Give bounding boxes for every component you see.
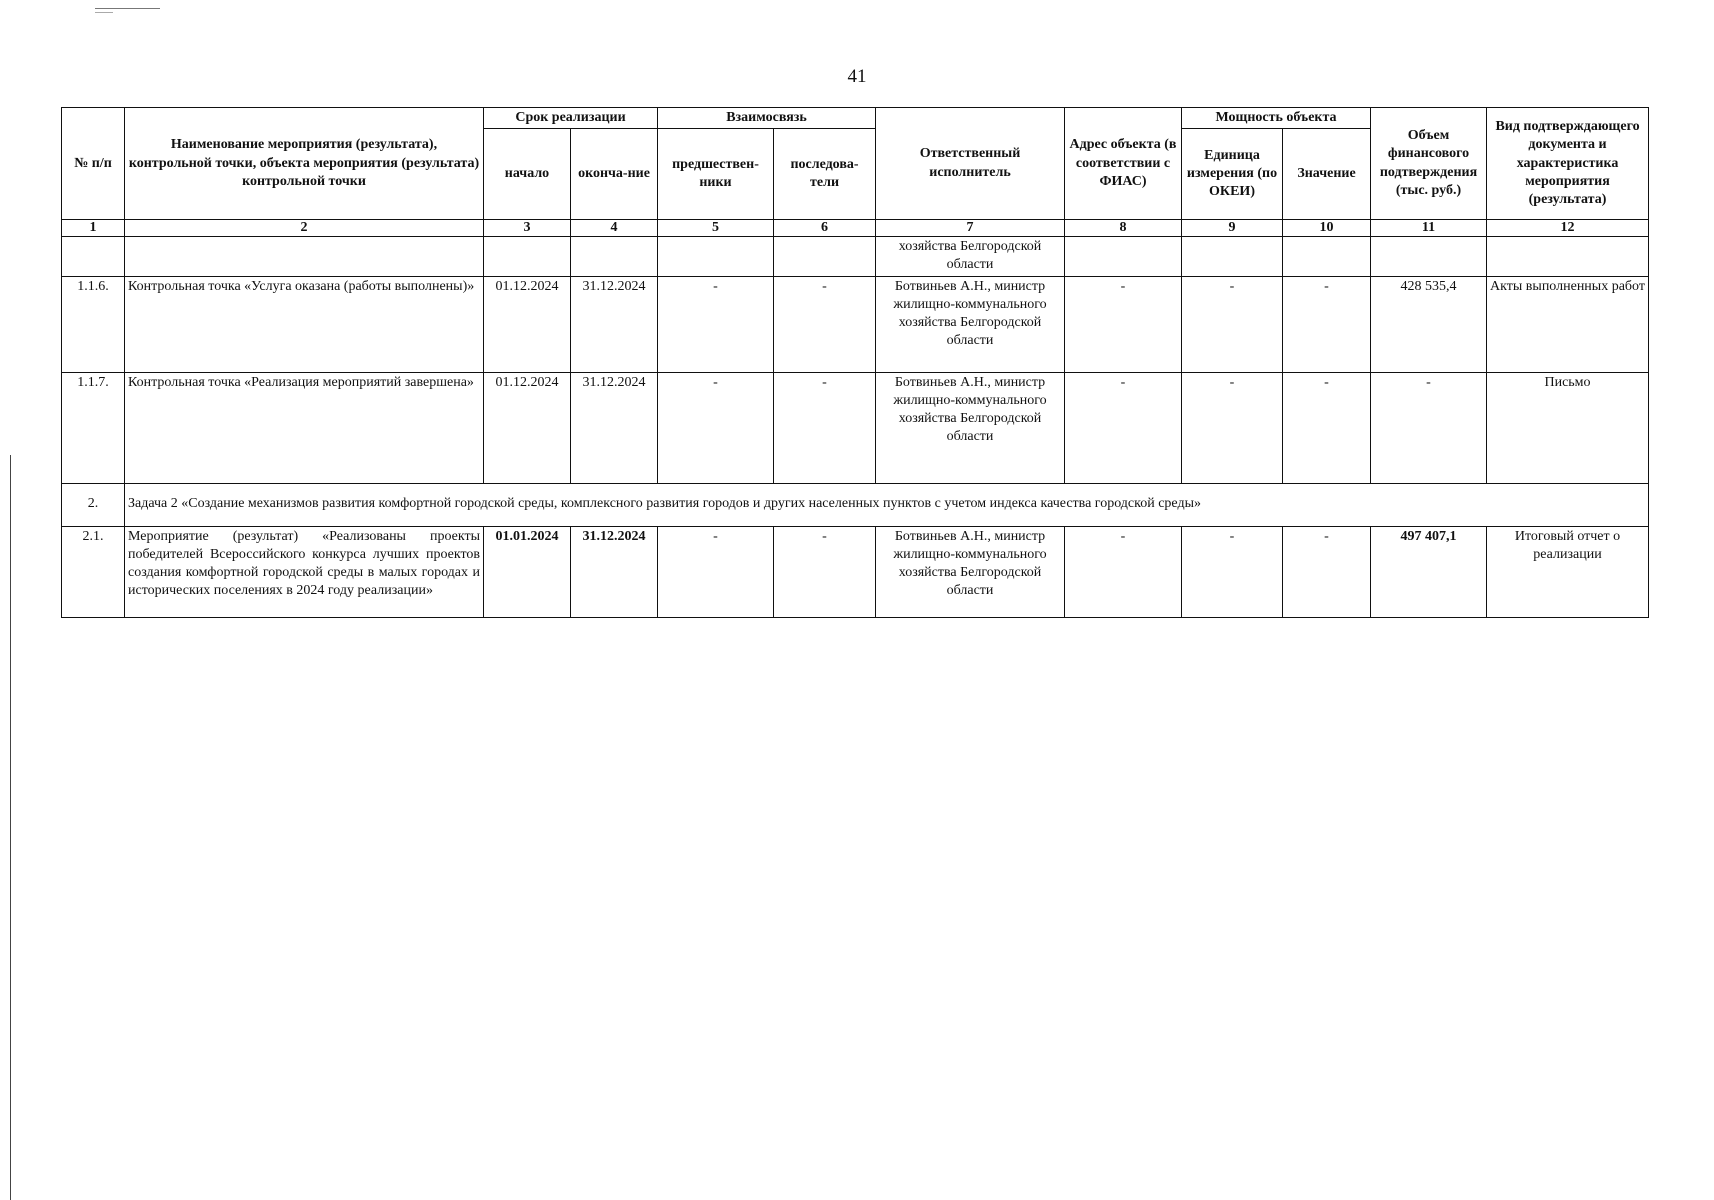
table-row	[62, 372, 1649, 483]
column-number: 11	[1371, 220, 1487, 236]
cell-responsible: Ботвиньев А.Н., министр жилищно-коммунального хозяйства Белгородской области	[876, 526, 1065, 617]
cell-finance: 428 535,4	[1371, 276, 1487, 372]
cell-address: -	[1065, 372, 1182, 483]
header-finance: Объем финансового подтверждения (тыс. руб.)	[1371, 108, 1487, 220]
column-number: 3	[484, 220, 571, 236]
cell-finance	[1371, 236, 1487, 276]
cell-doc: Письмо	[1487, 372, 1649, 483]
cell-responsible: хозяйства Белгородской области	[876, 236, 1065, 276]
cell-value: -	[1283, 276, 1371, 372]
cell-doc: Итоговый отчет о реализации	[1487, 526, 1649, 617]
cell-predecessors: -	[658, 372, 774, 483]
column-numbers-row	[62, 220, 1649, 236]
cell-predecessors	[658, 236, 774, 276]
cell-doc: Акты выполненных работ	[1487, 276, 1649, 372]
cell-start: 01.12.2024	[484, 372, 571, 483]
cell-end: 31.12.2024	[571, 276, 658, 372]
cell-finance: -	[1371, 372, 1487, 483]
cell-num	[62, 236, 125, 276]
column-number: 10	[1283, 220, 1371, 236]
table-row	[62, 276, 1649, 372]
table-row-continuation	[62, 236, 1649, 276]
scan-artifact-line	[95, 8, 160, 9]
cell-end	[571, 236, 658, 276]
column-number: 2	[125, 220, 484, 236]
header-end: оконча-ние	[571, 129, 658, 220]
cell-start: 01.01.2024	[484, 526, 571, 617]
cell-name: Контрольная точка «Услуга оказана (работы выполнены)»	[125, 276, 484, 372]
cell-num: 1.1.6.	[62, 276, 125, 372]
cell-finance: 497 407,1	[1371, 526, 1487, 617]
cell-name	[125, 236, 484, 276]
cell-name: Контрольная точка «Реализация мероприятий завершена»	[125, 372, 484, 483]
column-number: 5	[658, 220, 774, 236]
header-successors: последова-тели	[774, 129, 876, 220]
cell-successors: -	[774, 276, 876, 372]
header-link: Взаимосвязь	[658, 108, 876, 129]
header-unit: Единица измерения (по ОКЕИ)	[1182, 129, 1283, 220]
cell-address: -	[1065, 276, 1182, 372]
cell-unit: -	[1182, 526, 1283, 617]
cell-unit: -	[1182, 276, 1283, 372]
cell-name: Мероприятие (результат) «Реализованы проекты победителей Всероссийского конкурса лучших проектов создания комфортной городской среды в малых городах и исторических поселениях в 2024 году реализации»	[125, 526, 484, 617]
header-responsible: Ответственный исполнитель	[876, 108, 1065, 220]
cell-responsible: Ботвиньев А.Н., министр жилищно-коммунального хозяйства Белгородской области	[876, 276, 1065, 372]
header-row-1	[62, 108, 1649, 129]
cell-num: 2.1.	[62, 526, 125, 617]
column-number: 8	[1065, 220, 1182, 236]
table-row	[62, 526, 1649, 617]
scan-artifact-line	[95, 12, 113, 13]
header-value: Значение	[1283, 129, 1371, 220]
cell-responsible: Ботвиньев А.Н., министр жилищно-коммунального хозяйства Белгородской области	[876, 372, 1065, 483]
header-address: Адрес объекта (в соответствии с ФИАС)	[1065, 108, 1182, 220]
cell-value	[1283, 236, 1371, 276]
cell-unit: -	[1182, 372, 1283, 483]
header-period: Срок реализации	[484, 108, 658, 129]
scan-edge-line	[10, 455, 11, 1200]
table-row-task	[62, 483, 1649, 526]
cell-start: 01.12.2024	[484, 276, 571, 372]
cell-num: 1.1.7.	[62, 372, 125, 483]
column-number: 4	[571, 220, 658, 236]
header-num: № п/п	[62, 108, 125, 220]
column-number: 1	[62, 220, 125, 236]
cell-address	[1065, 236, 1182, 276]
cell-successors: -	[774, 526, 876, 617]
column-number: 6	[774, 220, 876, 236]
cell-end: 31.12.2024	[571, 372, 658, 483]
column-number: 7	[876, 220, 1065, 236]
header-predecessors: предшествен-ники	[658, 129, 774, 220]
header-capacity: Мощность объекта	[1182, 108, 1371, 129]
cell-num: 2.	[62, 483, 125, 526]
cell-predecessors: -	[658, 526, 774, 617]
cell-end: 31.12.2024	[571, 526, 658, 617]
implementation-plan-table	[61, 107, 1649, 618]
cell-value: -	[1283, 372, 1371, 483]
cell-start	[484, 236, 571, 276]
header-name: Наименование мероприятия (результата), контрольной точки, объекта мероприятия (результата) контрольной точки	[125, 108, 484, 220]
cell-successors: -	[774, 372, 876, 483]
cell-address: -	[1065, 526, 1182, 617]
cell-task-text: Задача 2 «Создание механизмов развития комфортной городской среды, комплексного развития городов и других населенных пунктов с учетом индекса качества городской среды»	[125, 483, 1649, 526]
cell-value: -	[1283, 526, 1371, 617]
header-doc: Вид подтверждающего документа и характеристика мероприятия (результата)	[1487, 108, 1649, 220]
column-number: 9	[1182, 220, 1283, 236]
column-number: 12	[1487, 220, 1649, 236]
header-start: начало	[484, 129, 571, 220]
cell-successors	[774, 236, 876, 276]
cell-predecessors: -	[658, 276, 774, 372]
cell-doc	[1487, 236, 1649, 276]
page-number: 41	[847, 66, 867, 87]
cell-unit	[1182, 236, 1283, 276]
